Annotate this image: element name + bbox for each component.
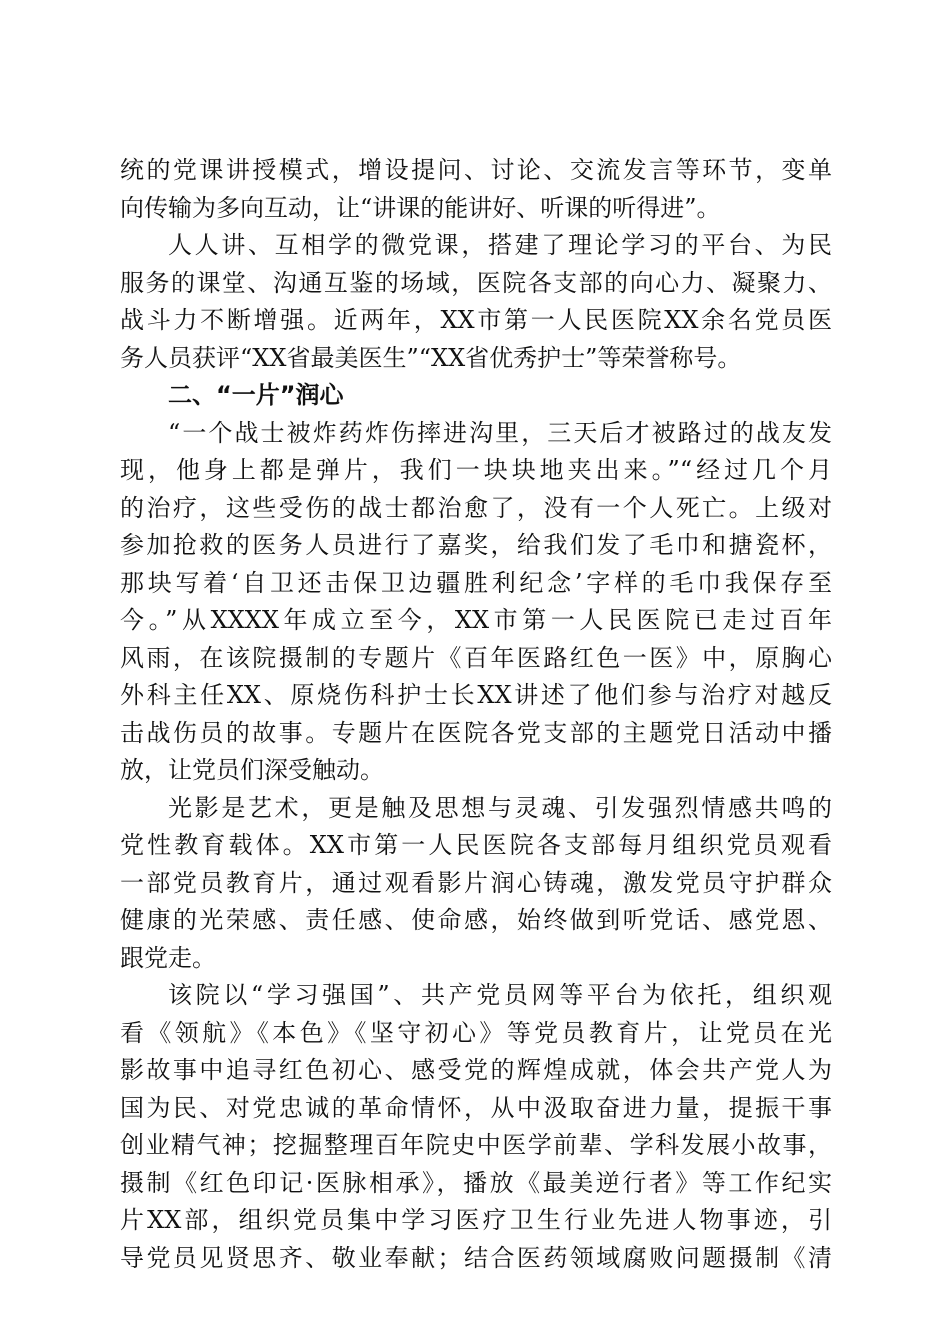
- body-line: 务人员获评“XX省最美医生”“XX省优秀护士”等荣誉称号。: [120, 343, 742, 372]
- body-line: 影故事中追寻红色初心、感受党的辉煌成就，体会共产党人为: [120, 1056, 832, 1084]
- body-line: 国为民、对党忠诚的革命情怀，从中汲取奋进力量，提振干事: [120, 1093, 832, 1122]
- body-line: 统的党课讲授模式，增设提问、讨论、交流发言等环节，变单: [120, 156, 832, 184]
- body-line: 战斗力不断增强。近两年，XX市第一人民医院XX余名党员医: [120, 306, 832, 334]
- body-line: 创业精气神；挖掘整理百年院史中医学前辈、学科发展小故事，: [120, 1131, 832, 1159]
- body-line: 跟党走。: [120, 943, 216, 972]
- paragraph-first-line: “一个战士被炸药炸伤摔进沟里，三天后才被路过的战友发: [168, 418, 832, 447]
- body-line: 向传输为多向互动，让“讲课的能讲好、听课的听得进”。: [120, 193, 721, 222]
- body-line: 今。”从XXXX年成立至今，XX市第一人民医院已走过百年: [120, 606, 832, 634]
- body-line: 导党员见贤思齐、敬业奉献；结合医药领域腐败问题摄制《清: [120, 1243, 832, 1272]
- body-line: 击战伤员的故事。专题片在医院各党支部的主题党日活动中播: [120, 718, 832, 747]
- document-body: [120, 152, 832, 1277]
- body-line: 片XX部，组织党员集中学习医疗卫生行业先进人物事迹，引: [120, 1206, 832, 1234]
- body-line: 放，让党员们深受触动。: [120, 756, 384, 784]
- paragraph-first-line: 人人讲、互相学的微党课，搭建了理论学习的平台、为民: [168, 231, 832, 259]
- section-heading: 二、“一片”润心: [168, 381, 344, 409]
- body-line: 参加抢救的医务人员进行了嘉奖，给我们发了毛巾和搪瓷杯，: [120, 531, 832, 559]
- paragraph-first-line: 光影是艺术，更是触及思想与灵魂、引发强烈情感共鸣的: [168, 793, 832, 822]
- body-line: 那块写着‘自卫还击保卫边疆胜利纪念’字样的毛巾我保存至: [120, 568, 832, 597]
- body-line: 看《领航》《本色》《坚守初心》等党员教育片，让党员在光: [120, 1018, 832, 1047]
- body-line: 摄制《红色印记·医脉相承》，播放《最美逆行者》等工作纪实: [120, 1168, 832, 1197]
- body-line: 的治疗，这些受伤的战士都治愈了，没有一个人死亡。上级对: [120, 493, 832, 522]
- body-line: 外科主任XX、原烧伤科护士长XX讲述了他们参与治疗对越反: [120, 681, 832, 709]
- body-line: 服务的课堂、沟通互鉴的场域，医院各支部的向心力、凝聚力、: [120, 268, 832, 297]
- body-line: 党性教育载体。XX市第一人民医院各支部每月组织党员观看: [120, 831, 832, 859]
- body-line: 现，他身上都是弹片，我们一块块地夹出来。”“经过几个月: [120, 456, 832, 484]
- body-line: 风雨，在该院摄制的专题片《百年医路红色一医》中，原胸心: [120, 643, 832, 672]
- paragraph-first-line: 该院以“学习强国”、共产党员网等平台为依托，组织观: [168, 981, 832, 1009]
- body-line: 健康的光荣感、责任感、使命感，始终做到听党话、感党恩、: [120, 906, 832, 934]
- body-line: 一部党员教育片，通过观看影片润心铸魂，激发党员守护群众: [120, 868, 832, 897]
